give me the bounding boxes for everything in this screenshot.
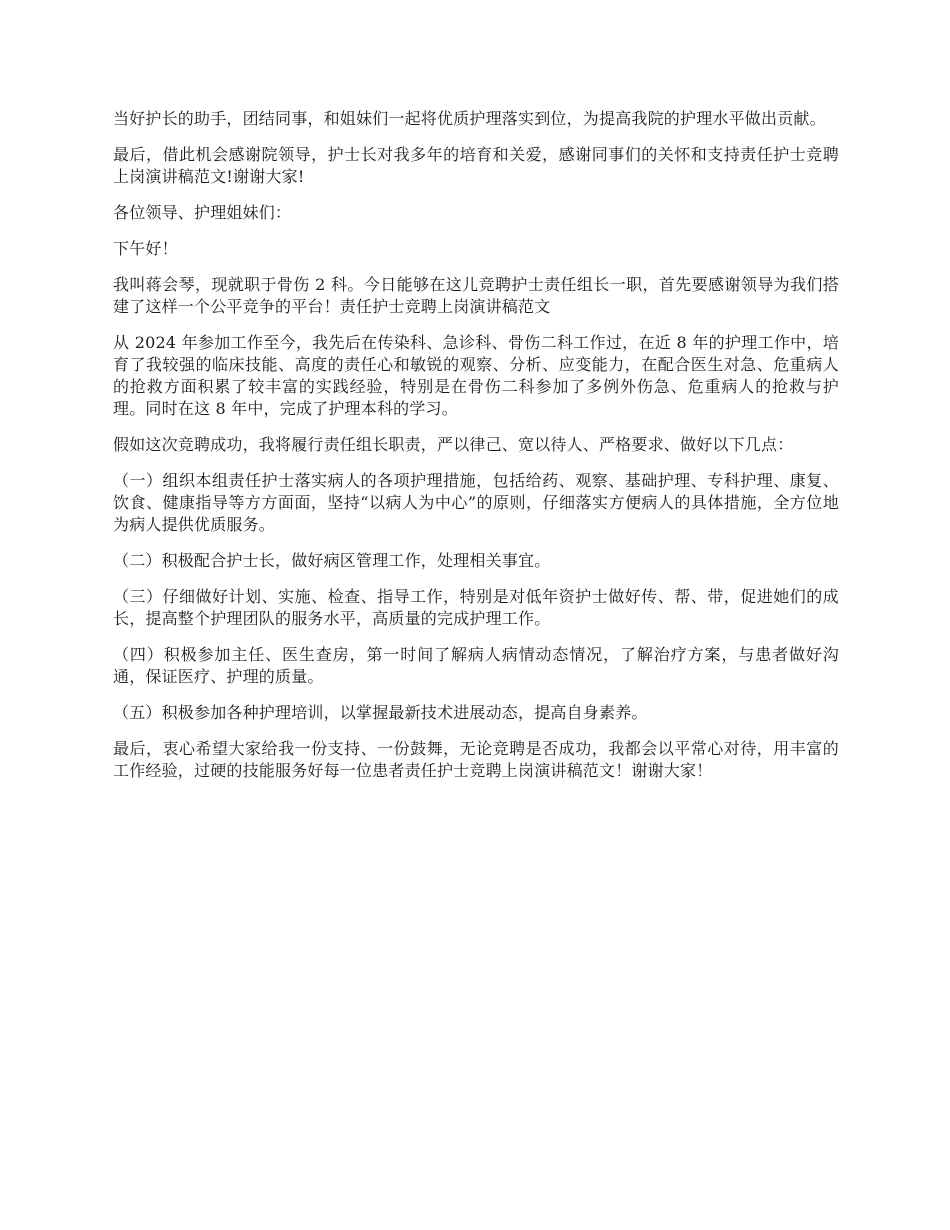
paragraph-11: （四）积极参加主任、医生查房，第一时间了解病人病情动态情况，了解治疗方案，与患者做好沟通，保证医疗、护理的质量。 [113, 645, 839, 686]
paragraph-13: 最后，衷心希望大家给我一份支持、一份鼓舞，无论竞聘是否成功，我都会以平常心对待，用丰富的工作经验，过硬的技能服务好每一位患者责任护士竞聘上岗演讲稿范文！谢谢大家！ [113, 739, 839, 780]
paragraph-7: 假如这次竞聘成功，我将履行责任组长职责，严以律己、宽以待人、严格要求、做好以下几点： [113, 435, 794, 454]
paragraph-1: 当好护长的助手，团结同事，和姐妹们一起将优质护理落实到位，为提高我院的护理水平做出贡献。 [113, 109, 826, 128]
paragraph-6: 从 2024 年参加工作至今，我先后在传染科、急诊科、骨伤二科工作过，在近 8 年的护理工作中，培育了我较强的临床技能、高度的责任心和敏锐的观察、分析、应变能力，在配合医生对急、危重病人的抢救方面积累了较丰富的实践经验，特别是在骨伤二科参加了多例外伤急、危重病人的抢救与护理。同时在这 8 年中，完成了护理本科的学习。 [113, 333, 839, 418]
paragraph-8: （一）组织本组责任护士落实病人的各项护理措施，包括给药、观察、基础护理、专科护理、康复、饮食、健康指导等方方面面，坚持“以病人为中心”的原则，仔细落实方便病人的具体措施，全方位地为病人提供优质服务。 [113, 471, 839, 534]
document-body [113, 108, 839, 796]
paragraph-3: 各位领导、护理姐妹们： [113, 203, 292, 222]
paragraph-10: （三）仔细做好计划、实施、检查、指导工作，特别是对低年资护士做好传、帮、带，促进她们的成长，提高整个护理团队的服务水平，高质量的完成护理工作。 [113, 587, 839, 628]
paragraph-12: （五）积极参加各种护理培训，以掌握最新技术进展动态，提高自身素养。 [113, 703, 648, 722]
paragraph-9: （二）积极配合护士长，做好病区管理工作，处理相关事宜。 [113, 551, 551, 570]
paragraph-5: 我叫蒋会琴，现就职于骨伤 2 科。今日能够在这儿竞聘护士责任组长一职，首先要感谢领导为我们搭建了这样一个公平竞争的平台！责任护士竞聘上岗演讲稿范文 [113, 275, 839, 316]
paragraph-4: 下午好！ [113, 239, 178, 258]
paragraph-2: 最后，借此机会感谢院领导，护士长对我多年的培育和关爱，感谢同事们的关怀和支持责任护士竞聘上岗演讲稿范文!谢谢大家! [113, 145, 839, 186]
